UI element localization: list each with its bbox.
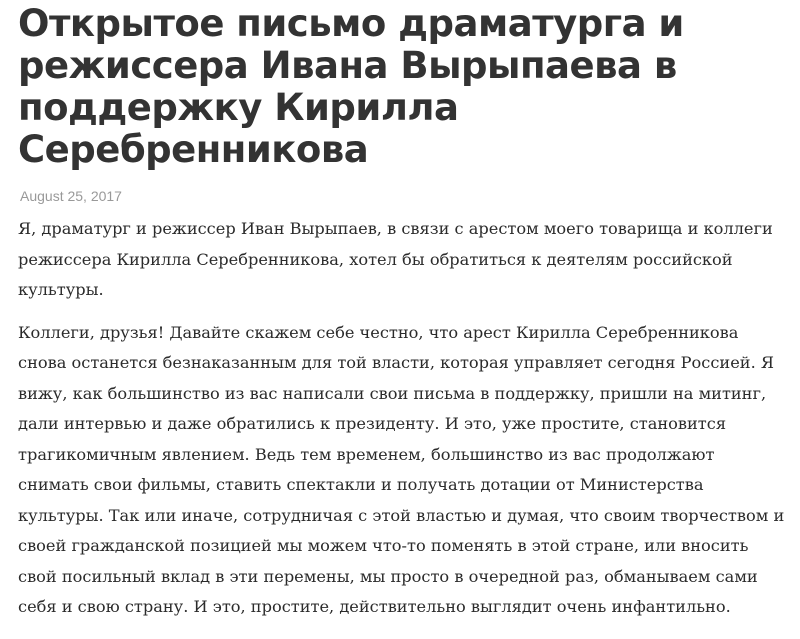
publish-date: August 25, 2017 <box>20 188 122 204</box>
article <box>18 0 788 623</box>
article-paragraph: Я, драматург и режиссер Иван Вырыпаев, в связи с арестом моего товарища и коллеги режиссера Кирилла Серебренникова, хотел бы обратиться к деятелям российской культуры. <box>18 219 773 299</box>
article-title: Открытое письмо драматурга и режиссера Ивана Вырыпаева в поддержку Кирилла Серебренникова <box>18 2 684 171</box>
article-paragraph: Коллеги, друзья! Давайте скажем себе честно, что арест Кирилла Серебренникова снова останется безнаказанным для той власти, которая управляет сегодня Россией. Я вижу, как большинство из вас написали свои письма в поддержку, пришли на митинг, дали интервью и даже обратились к президенту. И это, уже простите, становится трагикомичным явлением. Ведь тем временем, большинство из вас продолжают снимать свои фильмы, ставить спектакли и получать дотации от Министерства культуры. Так или иначе, сотрудничая с этой властью и думая, что своим творчеством и своей гражданской позицией мы можем что-то поменять в этой стране, или вносить свой посильный вклад в эти перемены, мы просто в очередной раз, обманываем сами себя и свою страну. И это, простите, действительно выглядит очень инфантильно. <box>18 322 785 616</box>
